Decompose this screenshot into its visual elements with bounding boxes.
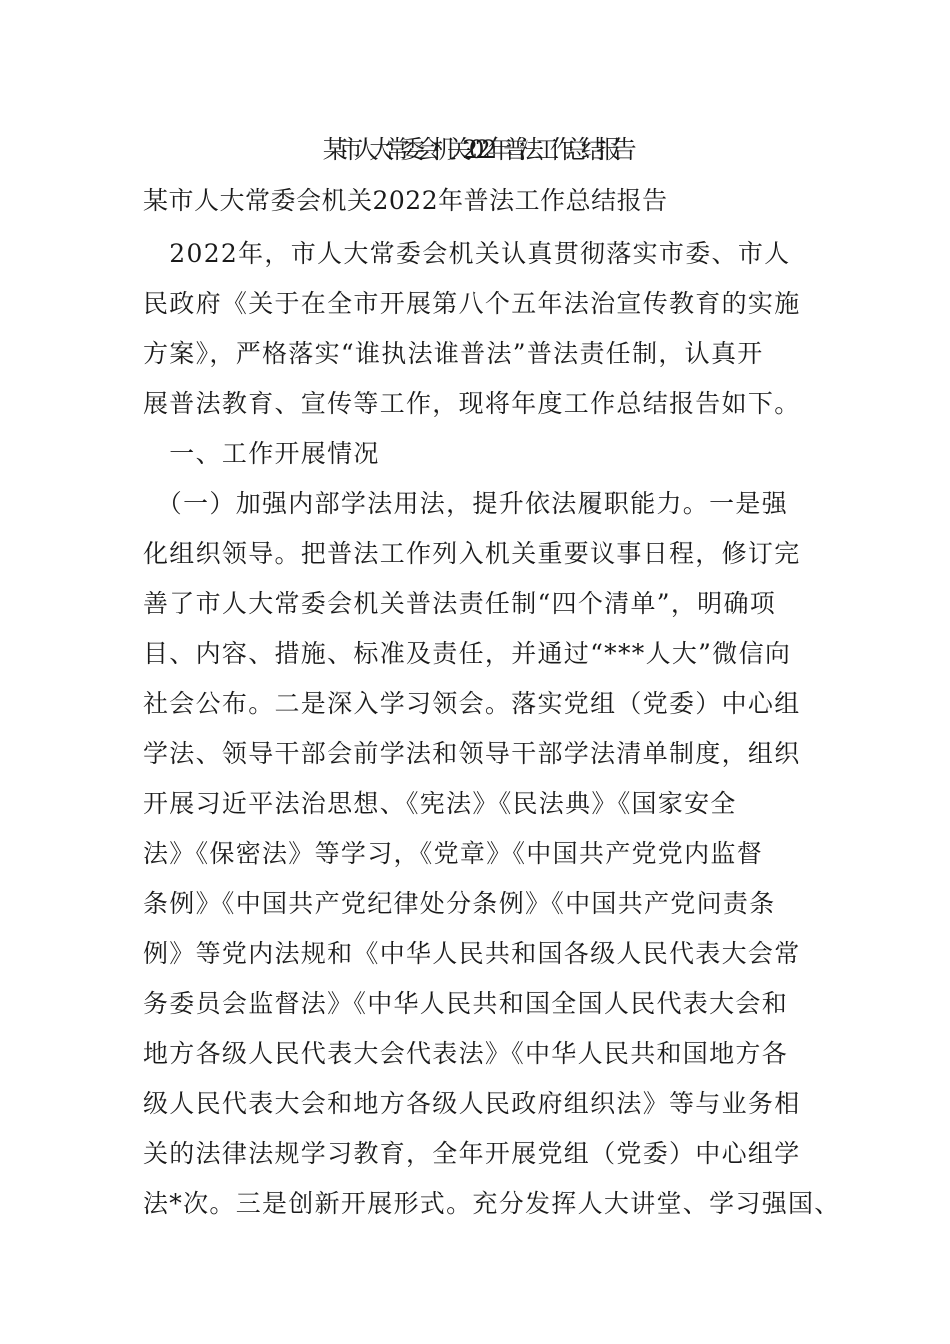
paragraph-line: 法*次。三是创新开展形式。充分发挥人大讲堂、学习强国、: [143, 1189, 841, 1218]
document-title: 某市人大常委会机关2022年普法工作总结报告: [322, 135, 628, 164]
paragraph-line: 例》等党内法规和《中华人民共和国各级人民代表大会常: [143, 939, 801, 968]
paragraph-line: （一）加强内部学法用法，提升依法履职能力。一是强: [143, 489, 789, 518]
paragraph-line: 法》《保密法》等学习，《党章》《中国共产党党内监督: [143, 839, 764, 868]
paragraph-line: 目、内容、措施、标准及责任，并通过“***人大”微信向: [143, 639, 792, 668]
paragraph-line: 化组织领导。把普法工作列入机关重要议事日程，修订完: [143, 539, 801, 568]
section-heading: 一、工作开展情况: [143, 439, 380, 468]
paragraph-line: 2022年，市人大常委会机关认真贯彻落实市委、市人: [143, 239, 791, 268]
paragraph-line: 地方各级人民代表大会代表法》《中华人民共和国地方各: [143, 1039, 789, 1068]
paragraph-line: 关的法律法规学习教育，全年开展党组（党委）中心组学: [143, 1139, 801, 1168]
paragraph-line: 学法、领导干部会前学法和领导干部学法清单制度，组织: [143, 739, 801, 768]
paragraph-line: 开展习近平法治思想、《宪法》《民法典》《国家安全: [143, 789, 737, 818]
paragraph-line: 展普法教育、宣传等工作，现将年度工作总结报告如下。: [143, 389, 801, 418]
paragraph-line: 条例》《中国共产党纪律处分条例》《中国共产党问责条: [143, 889, 776, 918]
paragraph-line: 方案》，严格落实“谁执法谁普法”普法责任制，认真开: [143, 339, 764, 368]
paragraph-line: 级人民代表大会和地方各级人民政府组织法》等与业务相: [143, 1089, 801, 1118]
paragraph-line: 务委员会监督法》《中华人民共和国全国人民代表大会和: [143, 989, 789, 1018]
paragraph-line: 民政府《关于在全市开展第八个五年法治宣传教育的实施: [143, 289, 801, 318]
paragraph-line: 社会公布。二是深入学习领会。落实党组（党委）中心组: [143, 689, 801, 718]
paragraph-line: 善了市人大常委会机关普法责任制“四个清单”，明确项: [143, 589, 777, 618]
document-subtitle: 某市人大常委会机关2022年普法工作总结报告: [143, 186, 668, 215]
